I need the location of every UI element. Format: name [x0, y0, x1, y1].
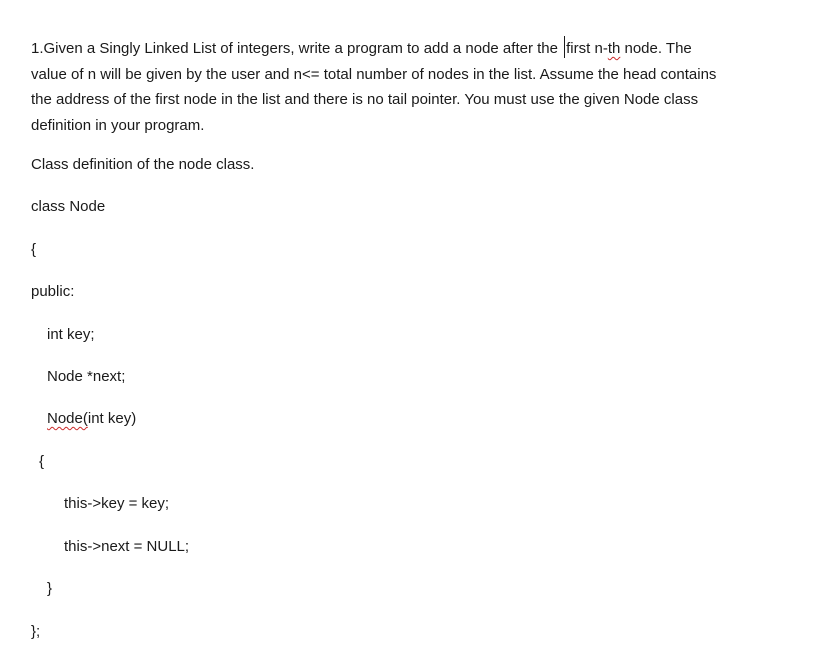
- code-assign-key: this->key = key;: [64, 495, 170, 512]
- code-ctor-close-brace: }: [47, 580, 53, 597]
- question-line-1: [31, 36, 811, 62]
- code-open-brace: {: [31, 241, 37, 258]
- code-constructor-params: int key): [87, 410, 137, 427]
- text-cursor: [564, 36, 565, 58]
- code-ctor-open-brace: {: [39, 453, 45, 470]
- code-field-next: Node *next;: [47, 368, 126, 385]
- question-line-1-text-after-cursor: first n-: [566, 40, 608, 57]
- spellcheck-flagged-word[interactable]: th: [607, 40, 621, 57]
- code-class-close: };: [31, 623, 41, 640]
- code-field-key: int key;: [47, 326, 95, 343]
- code-constructor-signature: [47, 409, 136, 429]
- class-definition-heading: Class definition of the node class.: [31, 156, 255, 173]
- question-line-4: definition in your program.: [31, 117, 205, 135]
- code-class-header: class Node: [31, 198, 106, 215]
- spellcheck-flagged-ctor[interactable]: Node(: [47, 410, 88, 427]
- code-assign-next: this->next = NULL;: [64, 538, 190, 555]
- question-line-2: value of n will be given by the user and n<= total number of nodes in the list. Assume the head contains: [31, 65, 717, 83]
- code-access-specifier: public:: [31, 283, 75, 300]
- question-line-1-text-end: node. The: [620, 40, 692, 57]
- question-paragraph: [31, 36, 811, 139]
- question-line-3: the address of the first node in the list and there is no tail pointer. You must use the given Node class: [31, 91, 699, 109]
- question-line-1-text: 1.Given a Singly Linked List of integers, write a program to add a node after the: [31, 40, 563, 57]
